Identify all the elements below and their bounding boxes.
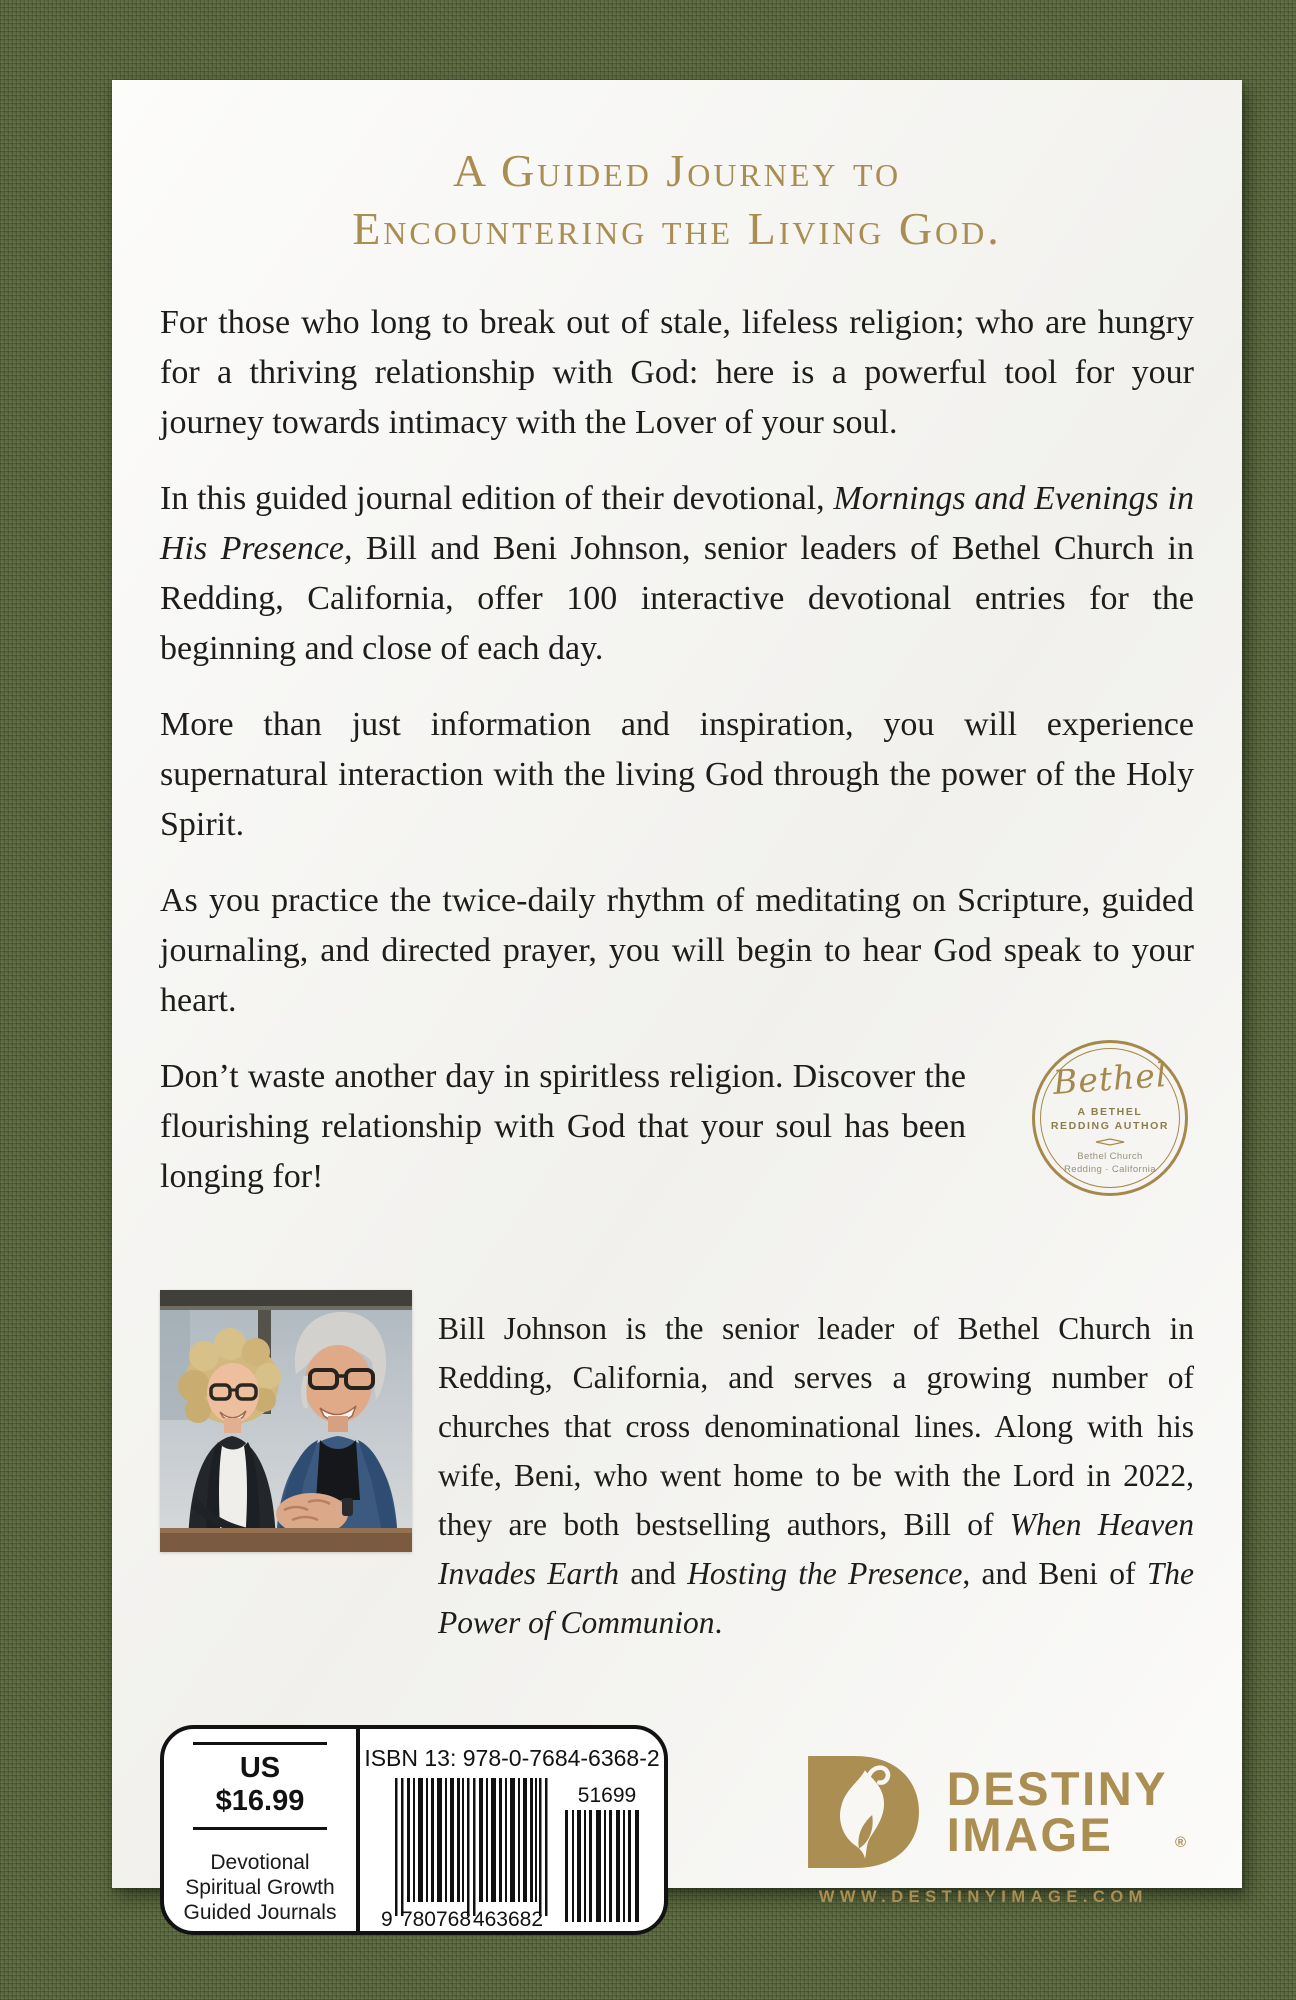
devotional-title-italic: Mornings and Evenings in His Presence, bbox=[160, 480, 1194, 567]
category-list bbox=[184, 1850, 337, 1925]
price-rule-box bbox=[193, 1742, 327, 1830]
badge-author-label bbox=[1051, 1105, 1169, 1133]
back-cover-paragraph-2 bbox=[160, 474, 1194, 674]
category-line-2: Spiritual Growth bbox=[185, 1875, 335, 1899]
publisher-website: WWW.DESTINYIMAGE.COM bbox=[818, 1887, 1148, 1906]
bottom-row bbox=[160, 1725, 1194, 1935]
bio-text-3: , and Beni of bbox=[962, 1556, 1147, 1591]
bio-text-2: and bbox=[619, 1556, 688, 1591]
back-cover-paragraph-1: For those who long to break out of stale, lifeless religion; who are hungry for a thriving relationship with God: here is a powerful tool for your journey towards intimacy with the Lover of your soul. bbox=[160, 304, 1194, 441]
badge-author-line-1: A BETHEL bbox=[1077, 1106, 1143, 1118]
back-cover-title bbox=[160, 142, 1194, 258]
publisher-name-line-1: DESTINY bbox=[946, 1761, 1168, 1815]
price-label: US $16.99 bbox=[215, 1751, 305, 1817]
back-cover-paragraph-4: As you practice the twice-daily rhythm of meditating on Scripture, guided journaling, and directed prayer, you will begin to hear God speak to your heart. bbox=[160, 882, 1194, 1019]
bio-text: Bill Johnson is the senior leader of Bethel Church in Redding, California, and serves a growing number of churches that cross denominational lines. Along with his wife, Beni, who went home to be with the Lord in 2022, they are both bestselling authors, Bill of bbox=[438, 1311, 1194, 1542]
bethel-author-badge bbox=[1032, 1040, 1188, 1196]
badge-divider-icon bbox=[1095, 1138, 1125, 1146]
registered-mark: ® bbox=[1174, 1833, 1186, 1851]
ean-digit-9: 9 bbox=[381, 1908, 393, 1928]
title-line-1: A Guided Journey to bbox=[452, 145, 902, 196]
bethel-script-logo: Bethel bbox=[1051, 1055, 1169, 1102]
price-barcode-box bbox=[160, 1725, 668, 1935]
publisher-name bbox=[946, 1761, 1186, 1861]
closing-paragraph-row bbox=[160, 1052, 1194, 1202]
badge-author-line-2: REDDING AUTHOR bbox=[1050, 1120, 1170, 1132]
book-title-italic-1: When Heaven Invades Earth bbox=[438, 1507, 1194, 1591]
publisher-logo-block bbox=[799, 1754, 1186, 1907]
back-cover-paragraph-5: Don’t waste another day in spiritless religion. Discover the flourishing relationship with God that your soul has been longing for! bbox=[160, 1058, 966, 1195]
badge-church-label bbox=[1064, 1150, 1156, 1176]
back-cover-page bbox=[112, 80, 1242, 1928]
supplement-label: 51699 bbox=[577, 1786, 637, 1807]
paragraph-2-text: In this guided journal edition of their devotional, bbox=[160, 480, 834, 517]
book-title-italic-3: The Power of Communion bbox=[438, 1556, 1195, 1640]
destiny-d-flame-logo bbox=[799, 1754, 927, 1870]
authors-photo bbox=[160, 1290, 412, 1552]
isbn-label: ISBN 13: 978-0-7684-6368-2 bbox=[364, 1745, 660, 1771]
bethel-badge-inner-ring bbox=[1040, 1048, 1180, 1188]
ean-group-1: 780768 bbox=[400, 1908, 472, 1928]
author-bio bbox=[438, 1304, 1194, 1647]
book-title-italic-2: Hosting the Presence bbox=[687, 1556, 963, 1591]
title-line-2: Encountering the Living God. bbox=[352, 203, 1002, 254]
ean-group-2: 463682 bbox=[472, 1908, 544, 1928]
category-line-1: Devotional bbox=[210, 1850, 310, 1874]
bio-text-4: . bbox=[714, 1605, 723, 1640]
author-section bbox=[160, 1290, 1194, 1647]
isbn-panel bbox=[360, 1729, 664, 1931]
publisher-name-line-2-text: IMAGE bbox=[946, 1807, 1114, 1861]
ean-barcode bbox=[379, 1778, 551, 1928]
price-panel bbox=[164, 1729, 360, 1931]
destiny-image-logo bbox=[799, 1754, 1186, 1870]
back-cover-paragraph-3: More than just information and inspiration, you will experience supernatural interaction with the living God through the power of the Holy Spirit. bbox=[160, 706, 1194, 843]
paragraph-2-text-cont: Bill and Beni Johnson, senior leaders of Bethel Church in Redding, California, offer 100 interactive devotional entries for the beginning and close of each day. bbox=[160, 530, 1194, 667]
publisher-name-line-2 bbox=[946, 1807, 1186, 1861]
badge-church-line-1: Bethel Church bbox=[1077, 1151, 1143, 1162]
barcode-graphics bbox=[379, 1778, 645, 1928]
badge-church-line-2: Redding · California bbox=[1064, 1164, 1156, 1175]
window-frame-top bbox=[160, 1290, 412, 1306]
supplement-barcode bbox=[563, 1786, 645, 1928]
category-line-3: Guided Journals bbox=[183, 1900, 337, 1924]
